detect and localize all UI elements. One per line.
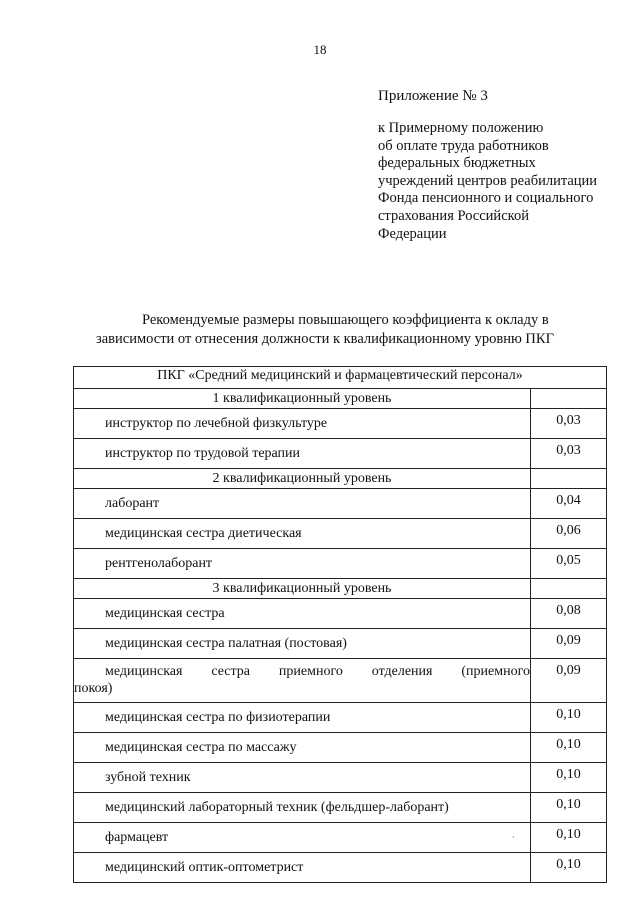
position-name: медицинский оптик-оптометрист <box>74 853 531 883</box>
group-header-row <box>74 367 607 389</box>
position-name: инструктор по трудовой терапии <box>74 439 531 469</box>
table-row <box>74 703 607 733</box>
level-label: 2 квалификационный уровень <box>74 469 531 489</box>
appendix-line: страхования Российской <box>378 207 529 224</box>
table-row <box>74 629 607 659</box>
level-row <box>74 389 607 409</box>
level-value-cell <box>531 469 607 489</box>
position-name: медицинская сестра диетическая <box>74 519 531 549</box>
position-name: зубной техник <box>74 763 531 793</box>
position-name: медицинская сестра по массажу <box>74 733 531 763</box>
table-row <box>74 659 607 703</box>
appendix-description <box>378 120 628 243</box>
appendix-line: учреждений центров реабилитации <box>378 172 598 189</box>
coefficient-value: 0,09 <box>531 629 607 659</box>
position-name-line: медицинская сестра приемного отделения (приемного <box>105 664 530 679</box>
position-name: медицинский лабораторный техник (фельдшер-лаборант) <box>74 793 531 823</box>
coefficient-value: 0,09 <box>531 659 607 703</box>
level-row <box>74 579 607 599</box>
position-name: медицинская сестра <box>74 599 531 629</box>
table-row <box>74 489 607 519</box>
table-row <box>74 519 607 549</box>
appendix-line: федеральных бюджетных <box>378 155 536 172</box>
coefficient-table <box>73 366 607 883</box>
position-name: медицинская сестра палатная (постовая) <box>74 629 531 659</box>
position-name <box>74 659 531 703</box>
level-label: 1 квалификационный уровень <box>74 389 531 409</box>
table-row <box>74 763 607 793</box>
table-row <box>74 793 607 823</box>
position-name-line: покоя) <box>74 681 113 696</box>
coefficient-value: 0,10 <box>531 793 607 823</box>
page-number: 18 <box>313 42 327 57</box>
table-row <box>74 823 607 853</box>
coefficient-value: 0,08 <box>531 599 607 629</box>
group-title: ПКГ «Средний медицинский и фармацевтический персонал» <box>74 367 607 389</box>
position-name: фармацевт <box>74 823 531 853</box>
heading-line: зависимости от отнесения должности к квалификационному уровню ПКГ <box>96 330 554 347</box>
coefficient-value: 0,10 <box>531 823 607 853</box>
table-row <box>74 733 607 763</box>
appendix-line: Федерации <box>378 225 447 242</box>
coefficient-value: 0,06 <box>531 519 607 549</box>
appendix-title: Приложение № 3 <box>378 88 488 104</box>
table-row <box>74 599 607 629</box>
coefficient-value: 0,05 <box>531 549 607 579</box>
table-row <box>74 853 607 883</box>
coefficient-value: 0,10 <box>531 703 607 733</box>
coefficient-value: 0,03 <box>531 409 607 439</box>
coefficient-value: 0,10 <box>531 733 607 763</box>
level-value-cell <box>531 389 607 409</box>
table-row <box>74 439 607 469</box>
coefficient-value: 0,03 <box>531 439 607 469</box>
table-row <box>74 549 607 579</box>
table-heading <box>96 311 590 348</box>
appendix-line: к Примерному положению <box>378 120 544 136</box>
coefficient-value: 0,10 <box>531 853 607 883</box>
scan-speck: ˎ <box>512 828 515 838</box>
position-name: лаборант <box>74 489 531 519</box>
level-row <box>74 469 607 489</box>
coefficient-value: 0,10 <box>531 763 607 793</box>
position-name: рентгенолаборант <box>74 549 531 579</box>
level-value-cell <box>531 579 607 599</box>
appendix-line: об оплате труда работников <box>378 137 549 154</box>
table-row <box>74 409 607 439</box>
appendix-line: Фонда пенсионного и социального <box>378 190 594 207</box>
heading-line: Рекомендуемые размеры повышающего коэффициента к окладу в <box>142 312 549 328</box>
position-name: инструктор по лечебной физкультуре <box>74 409 531 439</box>
level-label: 3 квалификационный уровень <box>74 579 531 599</box>
coefficient-value: 0,04 <box>531 489 607 519</box>
position-name: медицинская сестра по физиотерапии <box>74 703 531 733</box>
